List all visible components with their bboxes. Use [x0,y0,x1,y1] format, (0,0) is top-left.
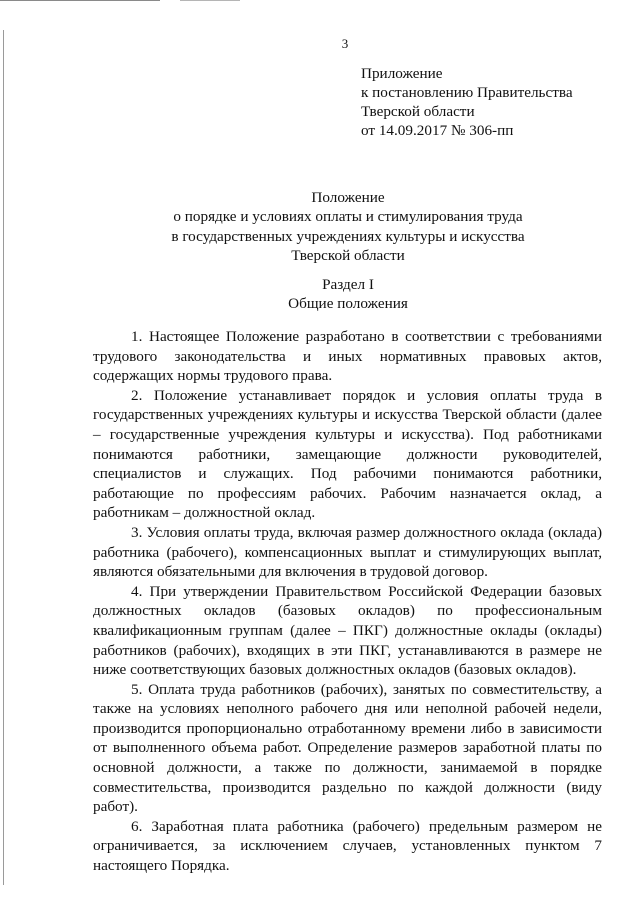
document-title [93,188,603,265]
appendix-header [361,64,573,140]
title-line-2: о порядке и условиях оплаты и стимулирования труда [173,208,523,226]
paragraph-4: 4. При утверждении Правительством Российской Федерации базовых должностных окладов (базовых окладов) по профессиональным квалификационным группам (далее – ПКГ) должностные оклады (оклады) работников (рабочих), входящих в эти ПКГ, устанавливаются в размере не ниже соответствующих базовых должностных окладов (базовых окладов). [93,582,602,679]
paragraph-2: 2. Положение устанавливает порядок и условия оплаты труда в государственных учреждениях культуры и искусства Тверской области (далее – государственные учреждения культуры и искусства). Под работниками понимаются работники, замещающие должности руководителей, специалистов и служащих. Под рабочими понимаются работники, работающие по профессиям рабочих. Рабочим назначается оклад, а работникам – должностной оклад. [93,386,602,522]
appendix-line-4: от 14.09.2017 № 306-пп [361,122,514,139]
scan-edge-left [3,30,4,885]
scan-artifact-top-right [180,0,240,1]
paragraph-1: 1. Настоящее Положение разработано в соответствии с требованиями трудового законодательства и иных нормативных правовых актов, содержащих нормы трудового права. [93,328,602,385]
paragraph-3: 3. Условия оплаты труда, включая размер должностного оклада (оклада) работника (рабочего), компенсационных выплат и стимулирующих выплат, являются обязательными для включения в трудовой договор. [93,523,602,581]
title-line-4: Тверской области [291,246,405,264]
paragraph-5: 5. Оплата труда работников (рабочих), занятых по совместительству, а также на условиях неполного рабочего дня или неполной рабочей недели, производится пропорционально отработанному времени либо в зависимости от выполненного объема работ. Определение размеров заработной платы по основной должности, а также по должности, занимаемой в порядке совместительства, производится раздельно по каждой должности (виду работ). [93,680,602,816]
title-line-1: Положение [311,189,385,206]
appendix-line-2: к постановлению Правительства [361,84,573,101]
page-number: 3 [341,36,349,51]
appendix-line-3: Тверской области [361,103,475,120]
scan-artifact-top [0,0,160,1]
document-body [93,327,602,876]
paragraph-6: 6. Заработная плата работника (рабочего) предельным размером не ограничивается, за исключением случаев, установленных пунктом 7 настоящего Порядка. [93,817,602,875]
appendix-line-1: Приложение [361,65,443,82]
section-number: Раздел I [322,276,374,293]
title-line-3: в государственных учреждениях культуры и искусства [171,227,525,245]
section-heading [93,275,603,314]
section-name: Общие положения [288,295,408,313]
